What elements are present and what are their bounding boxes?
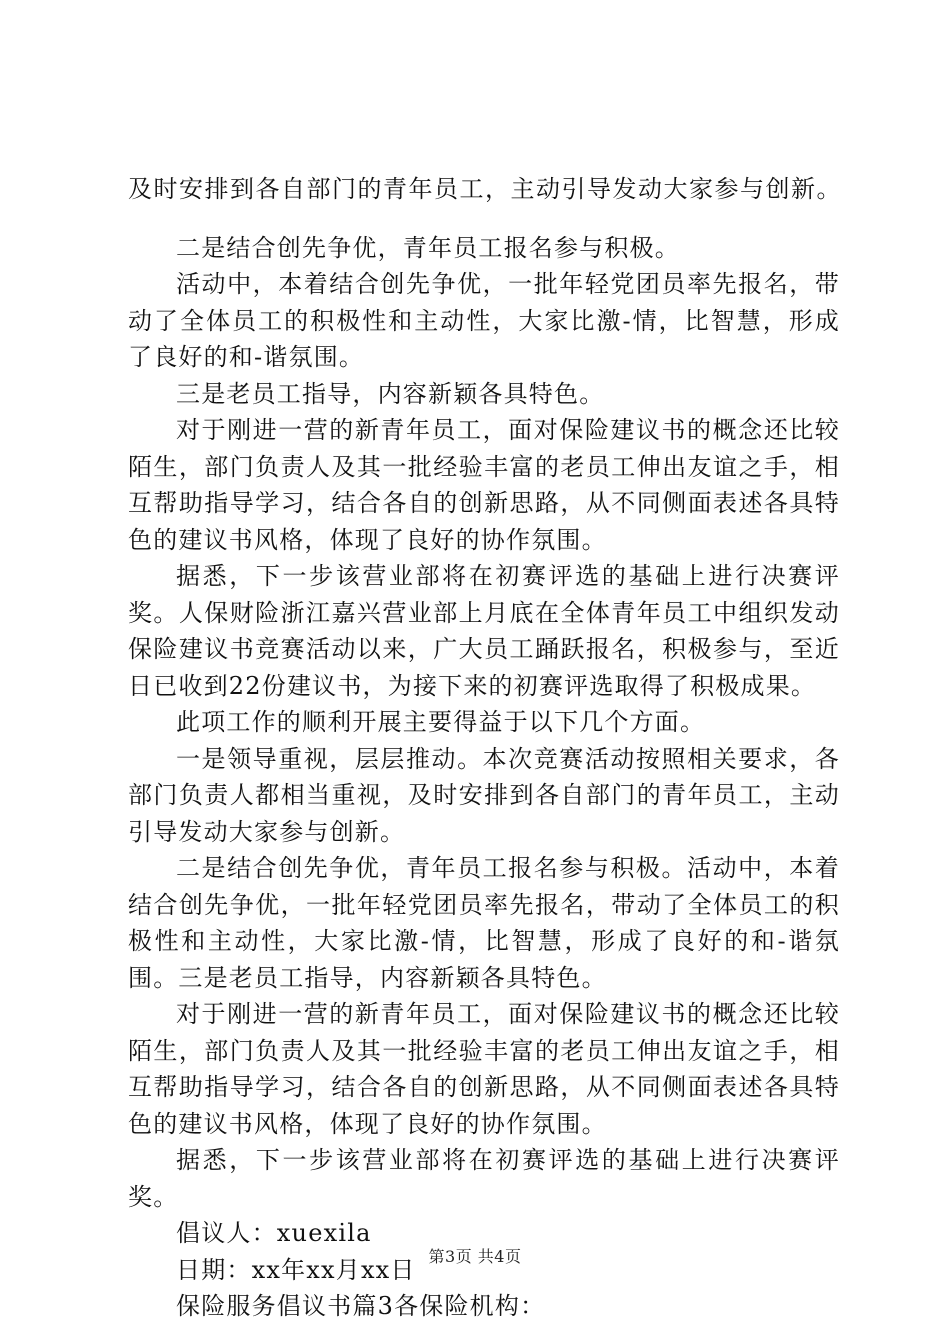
next-section-heading: 保险服务倡议书篇3各保险机构： [176,1292,546,1320]
paragraph: 三是老员工指导，内容新颖各具特色。 [176,379,605,408]
paragraph: 据悉，下一步该营业部将在初赛评选的基础上进行决赛评奖。人保财险浙江嘉兴营业部上月底在全体青年员工中组织发动保险建议书竞赛活动以来，广大员工踊跃报名，积极参与，至近日已收到22份建议书，为接下来的初赛评选取得了积极成果。 [128,562,840,700]
paragraph: 对于刚进一营的新青年员工，面对保险建议书的概念还比较陌生，部门负责人及其一批经验丰富的老员工伸出友谊之手，相互帮助指导学习，结合各自的创新思路，从不同侧面表述各具特色的建议书风格，体现了良好的协作氛围。 [128,1000,840,1138]
paragraph-gap [128,208,840,230]
paragraph: 二是结合创先争优，青年员工报名参与积极。活动中，本着结合创先争优，一批年轻党团员率先报名，带动了全体员工的积极性和主动性，大家比激-情，比智慧，形成了良好的和-谐氛围。三是老员工指导，内容新颖各具特色。 [128,854,840,992]
paragraph: 活动中，本着结合创先争优，一批年轻党团员率先报名，带动了全体员工的积极性和主动性，大家比激-情，比智慧，形成了良好的和-谐氛围。 [128,270,840,371]
paragraph: 二是结合创先争优，青年员工报名参与积极。 [176,233,680,262]
proposer-line: 倡议人：xuexila [176,1219,372,1247]
date-line: 日期：xx年xx月xx日 [176,1255,416,1284]
continuation-paragraph: 及时安排到各自部门的青年员工，主动引导发动大家参与创新。 [128,175,842,203]
page-footer: 第3页 共4页 [428,1247,522,1266]
paragraph: 此项工作的顺利开展主要得益于以下几个方面。 [176,708,706,736]
document-body [128,171,840,1325]
paragraph: 对于刚进一营的新青年员工，面对保险建议书的概念还比较陌生，部门负责人及其一批经验丰富的老员工伸出友谊之手，相互帮助指导学习，结合各自的创新思路，从不同侧面表述各具特色的建议书风格，体现了良好的协作氛围。 [128,416,840,554]
paragraph: 一是领导重视，层层推动。本次竞赛活动按照相关要求，各部门负责人都相当重视，及时安排到各自部门的青年员工，主动引导发动大家参与创新。 [128,744,840,846]
paragraph: 据悉，下一步该营业部将在初赛评选的基础上进行决赛评奖。 [128,1146,840,1211]
